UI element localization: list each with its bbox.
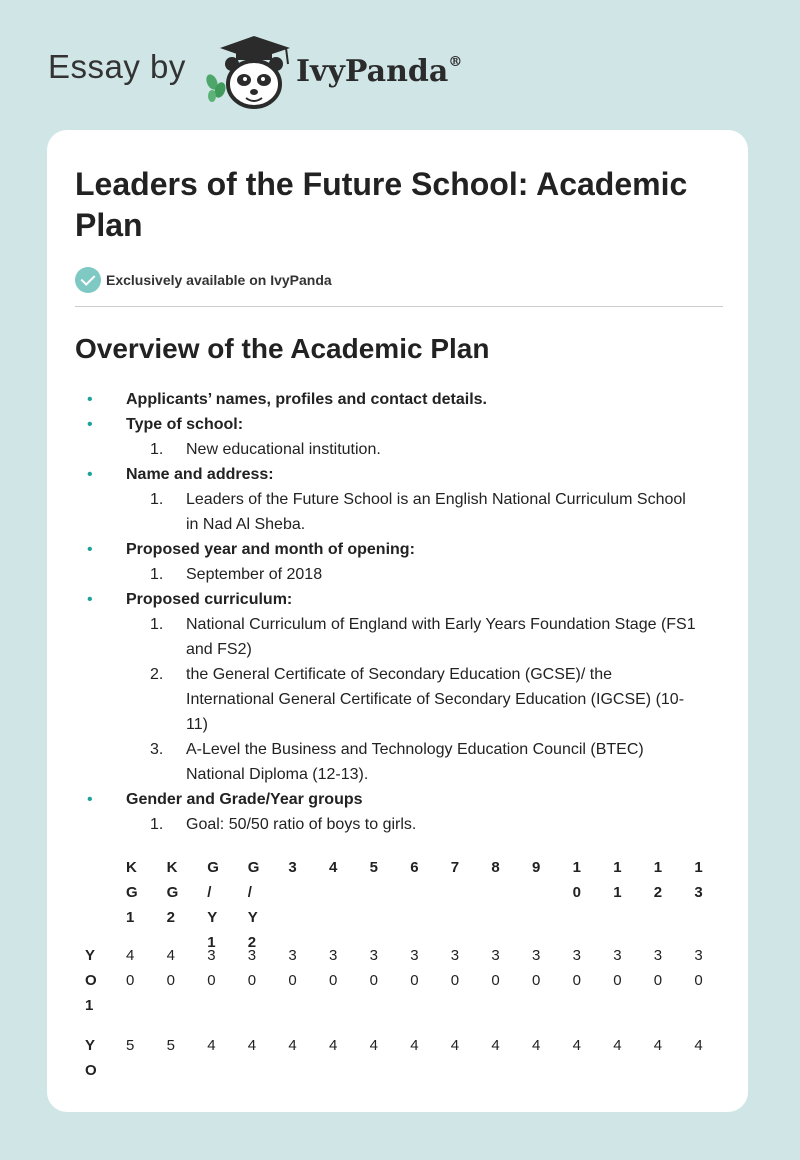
sub-list-text: New educational institution. <box>186 441 381 458</box>
table-cell: 3 0 <box>613 947 622 989</box>
sub-list-text: 11) <box>186 716 208 733</box>
sub-list-item <box>75 662 723 737</box>
table-cell: 3 0 <box>329 947 338 989</box>
table-row-label: Y O <box>85 1037 97 1079</box>
overview-list <box>75 387 723 837</box>
bullet-icon: • <box>87 791 93 808</box>
table-cell: 4 <box>491 1037 500 1054</box>
sub-list-number: 1. <box>150 491 164 508</box>
sub-list-text: and FS2) <box>186 641 252 658</box>
list-item <box>75 462 723 487</box>
sub-list-number: 1. <box>150 616 164 633</box>
table-row <box>75 1033 723 1093</box>
sub-list-text: in Nad Al Sheba. <box>186 516 306 533</box>
bullet-icon: • <box>87 541 93 558</box>
table-header-cell: 1 3 <box>694 859 703 901</box>
brand-name: IvyPanda® <box>296 54 463 89</box>
table-cell: 5 <box>126 1037 135 1054</box>
sub-list-item <box>75 487 723 537</box>
table-header-cell: G / Y 1 <box>207 859 219 951</box>
table-header-cell: 4 <box>329 859 338 876</box>
table-cell: 3 0 <box>653 947 663 989</box>
table-header-cell: K G 1 <box>126 859 138 926</box>
sub-list-text: National Curriculum of England with Early Years Foundation Stage (FS1 <box>186 616 696 633</box>
table-cell: 3 0 <box>207 947 216 989</box>
sub-list-number: 1. <box>150 441 164 458</box>
table-cell: 4 <box>329 1037 338 1054</box>
table-cell: 4 <box>410 1037 419 1054</box>
list-item <box>75 412 723 437</box>
table-cell: 3 0 <box>247 947 257 989</box>
table-cell: 4 <box>532 1037 541 1054</box>
table-cell: 4 0 <box>126 947 135 989</box>
table-cell: 3 0 <box>694 947 703 989</box>
exclusive-badge <box>75 266 723 294</box>
page-title: Leaders of the Future School: Academic Plan <box>75 166 688 243</box>
table-cell: 5 <box>166 1037 175 1054</box>
sub-list-item <box>75 737 723 787</box>
list-item-label: Type of school: <box>126 416 244 433</box>
table-cell: 3 0 <box>532 947 541 989</box>
table-header-cell: 8 <box>491 859 500 876</box>
sub-list-item <box>75 812 723 837</box>
table-cell: 4 <box>207 1037 216 1054</box>
table-cell: 3 0 <box>491 947 500 989</box>
sub-list-item <box>75 562 723 587</box>
sub-list-text: A-Level the Business and Technology Education Council (BTEC) <box>186 741 644 758</box>
table-cell: 3 0 <box>410 947 419 989</box>
ivypanda-logo-icon[interactable] <box>200 34 296 110</box>
table-header-cell: 7 <box>450 859 460 876</box>
sub-list-number: 3. <box>150 741 164 758</box>
list-item-label: Proposed year and month of opening: <box>126 541 415 558</box>
list-item <box>75 587 723 612</box>
table-cell: 3 0 <box>369 947 378 989</box>
sub-list-number: 1. <box>150 566 164 583</box>
site-header <box>48 34 508 114</box>
check-circle-icon <box>75 267 101 293</box>
table-cell: 4 <box>694 1037 703 1054</box>
sub-list-text: National Diploma (12-13). <box>186 766 369 783</box>
bullet-icon: • <box>87 416 93 433</box>
list-item <box>75 787 723 812</box>
table-header-cell: 1 2 <box>653 859 663 901</box>
sub-list-item <box>75 437 723 462</box>
table-cell: 4 <box>450 1037 460 1054</box>
table-header-row <box>75 855 723 951</box>
sub-list-item <box>75 612 723 662</box>
sub-list-text: September of 2018 <box>186 566 323 583</box>
table-header-cell: K G 2 <box>166 859 179 926</box>
table-cell: 4 <box>572 1037 581 1054</box>
table-header-cell: 3 <box>288 859 297 876</box>
bullet-icon: • <box>87 391 93 408</box>
table-header-cell: 1 1 <box>613 859 622 901</box>
divider <box>75 306 723 307</box>
bullet-icon: • <box>87 466 93 483</box>
sub-list-number: 2. <box>150 666 164 683</box>
table-row <box>75 943 723 1023</box>
table-header-cell: 5 <box>369 859 378 876</box>
table-cell: 4 0 <box>166 947 175 989</box>
table-cell: 4 <box>653 1037 663 1054</box>
essay-by-text: Essay by <box>48 48 186 85</box>
sub-list-number: 1. <box>150 816 164 833</box>
list-item <box>75 387 723 412</box>
list-item-label: Proposed curriculum: <box>126 591 293 608</box>
table-header-cell: G / Y 2 <box>247 859 260 951</box>
list-item-label: Applicants’ names, profiles and contact details. <box>126 391 487 408</box>
badge-text: Exclusively available on IvyPanda <box>106 272 332 288</box>
sub-list-text: Goal: 50/50 ratio of boys to girls. <box>186 816 417 833</box>
table-cell: 3 0 <box>450 947 460 989</box>
table-cell: 4 <box>613 1037 622 1054</box>
section-heading: Overview of the Academic Plan <box>75 333 490 364</box>
sub-list-text: International General Certificate of Secondary Education (IGCSE) (10- <box>186 691 685 708</box>
sub-list-text: the General Certificate of Secondary Education (GCSE)/ the <box>186 666 612 683</box>
bullet-icon: • <box>87 591 93 608</box>
list-item-label: Gender and Grade/Year groups <box>126 791 363 808</box>
essay-card <box>47 130 748 1112</box>
table-header-cell: 1 0 <box>572 859 581 901</box>
table-cell: 3 0 <box>572 947 581 989</box>
sub-list-text: Leaders of the Future School is an English National Curriculum School <box>186 491 686 508</box>
table-cell: 4 <box>247 1037 257 1054</box>
table-cell: 4 <box>288 1037 297 1054</box>
table-cell: 3 0 <box>288 947 297 989</box>
table-header-cell: 9 <box>532 859 541 876</box>
table-cell: 4 <box>369 1037 378 1054</box>
list-item-label: Name and address: <box>126 466 274 483</box>
table-row-label: Y O 1 <box>85 947 97 1014</box>
list-item <box>75 537 723 562</box>
table-header-cell: 6 <box>410 859 419 876</box>
